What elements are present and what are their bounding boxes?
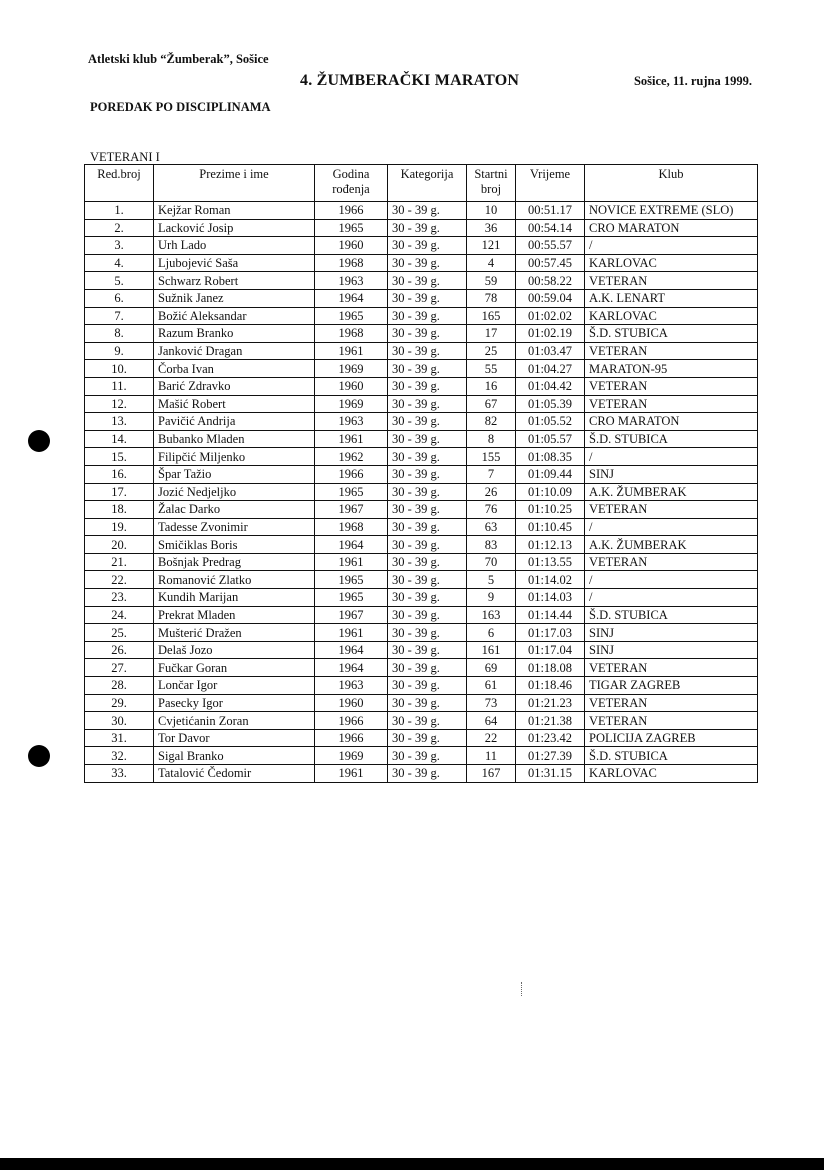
cell-year: 1965 (315, 307, 388, 325)
cell-time: 01:08.35 (516, 448, 585, 466)
cell-category: 30 - 39 g. (388, 641, 467, 659)
cell-category: 30 - 39 g. (388, 307, 467, 325)
column-header-bib: Startni broj (467, 165, 516, 202)
cell-club: / (585, 571, 758, 589)
cell-name: Delaš Jozo (154, 641, 315, 659)
cell-club: A.K. ŽUMBERAK (585, 536, 758, 554)
cell-bib: 10 (467, 202, 516, 220)
cell-club: CRO MARATON (585, 413, 758, 431)
cell-category: 30 - 39 g. (388, 677, 467, 695)
cell-name: Filipčić Miljenko (154, 448, 315, 466)
cell-year: 1967 (315, 501, 388, 519)
cell-club: VETERAN (585, 342, 758, 360)
table-row (85, 729, 758, 747)
column-header-club: Klub (585, 165, 758, 202)
cell-bib: 63 (467, 518, 516, 536)
cell-club: / (585, 518, 758, 536)
cell-time: 01:09.44 (516, 465, 585, 483)
cell-year: 1962 (315, 448, 388, 466)
cell-name: Pavičić Andrija (154, 413, 315, 431)
cell-category: 30 - 39 g. (388, 289, 467, 307)
table-row (85, 553, 758, 571)
table-row (85, 325, 758, 343)
cell-bib: 36 (467, 219, 516, 237)
cell-bib: 61 (467, 677, 516, 695)
table-row (85, 518, 758, 536)
cell-bib: 5 (467, 571, 516, 589)
cell-rank: 17. (85, 483, 154, 501)
results-table (84, 164, 758, 783)
cell-rank: 2. (85, 219, 154, 237)
cell-category: 30 - 39 g. (388, 465, 467, 483)
cell-club: / (585, 589, 758, 607)
cell-year: 1968 (315, 254, 388, 272)
cell-bib: 8 (467, 430, 516, 448)
cell-time: 01:05.52 (516, 413, 585, 431)
cell-rank: 31. (85, 729, 154, 747)
cell-club: KARLOVAC (585, 254, 758, 272)
cell-time: 01:02.19 (516, 325, 585, 343)
table-row (85, 536, 758, 554)
cell-rank: 23. (85, 589, 154, 607)
cell-category: 30 - 39 g. (388, 430, 467, 448)
cell-time: 01:10.09 (516, 483, 585, 501)
cell-club: SINJ (585, 624, 758, 642)
cell-category: 30 - 39 g. (388, 729, 467, 747)
cell-year: 1964 (315, 641, 388, 659)
cell-time: 01:14.44 (516, 606, 585, 624)
cell-year: 1961 (315, 342, 388, 360)
cell-rank: 25. (85, 624, 154, 642)
cell-category: 30 - 39 g. (388, 219, 467, 237)
cell-name: Janković Dragan (154, 342, 315, 360)
cell-year: 1961 (315, 765, 388, 783)
cell-category: 30 - 39 g. (388, 536, 467, 554)
cell-club: Š.D. STUBICA (585, 606, 758, 624)
cell-category: 30 - 39 g. (388, 237, 467, 255)
cell-rank: 15. (85, 448, 154, 466)
cell-year: 1964 (315, 659, 388, 677)
cell-time: 01:14.02 (516, 571, 585, 589)
cell-name: Božić Aleksandar (154, 307, 315, 325)
cell-club: VETERAN (585, 272, 758, 290)
cell-club: POLICIJA ZAGREB (585, 729, 758, 747)
cell-club: NOVICE EXTREME (SLO) (585, 202, 758, 220)
cell-name: Sigal Branko (154, 747, 315, 765)
cell-time: 00:59.04 (516, 289, 585, 307)
cell-rank: 3. (85, 237, 154, 255)
cell-rank: 14. (85, 430, 154, 448)
table-row (85, 360, 758, 378)
cell-time: 01:27.39 (516, 747, 585, 765)
cell-time: 01:21.38 (516, 712, 585, 730)
cell-year: 1969 (315, 747, 388, 765)
cell-year: 1960 (315, 377, 388, 395)
cell-year: 1961 (315, 553, 388, 571)
cell-time: 01:04.42 (516, 377, 585, 395)
cell-year: 1960 (315, 694, 388, 712)
cell-club: Š.D. STUBICA (585, 430, 758, 448)
cell-bib: 121 (467, 237, 516, 255)
table-row (85, 694, 758, 712)
cell-year: 1966 (315, 465, 388, 483)
cell-name: Ljubojević Saša (154, 254, 315, 272)
cell-rank: 22. (85, 571, 154, 589)
cell-rank: 27. (85, 659, 154, 677)
cell-time: 01:23.42 (516, 729, 585, 747)
scan-edge-bar (0, 1158, 824, 1170)
cell-category: 30 - 39 g. (388, 483, 467, 501)
cell-name: Urh Lado (154, 237, 315, 255)
cell-time: 01:17.03 (516, 624, 585, 642)
cell-bib: 165 (467, 307, 516, 325)
cell-name: Kundih Marijan (154, 589, 315, 607)
cell-name: Špar Tažio (154, 465, 315, 483)
cell-rank: 13. (85, 413, 154, 431)
cell-bib: 163 (467, 606, 516, 624)
cell-rank: 30. (85, 712, 154, 730)
table-row (85, 501, 758, 519)
table-row (85, 413, 758, 431)
cell-club: MARATON-95 (585, 360, 758, 378)
cell-name: Romanović Zlatko (154, 571, 315, 589)
cell-time: 01:13.55 (516, 553, 585, 571)
cell-category: 30 - 39 g. (388, 272, 467, 290)
table-row (85, 307, 758, 325)
cell-bib: 59 (467, 272, 516, 290)
cell-time: 01:10.45 (516, 518, 585, 536)
cell-category: 30 - 39 g. (388, 765, 467, 783)
cell-year: 1961 (315, 624, 388, 642)
table-row (85, 448, 758, 466)
cell-rank: 29. (85, 694, 154, 712)
table-row (85, 254, 758, 272)
cell-name: Fučkar Goran (154, 659, 315, 677)
cell-category: 30 - 39 g. (388, 325, 467, 343)
cell-name: Tadesse Zvonimir (154, 518, 315, 536)
column-header-name: Prezime i ime (154, 165, 315, 202)
section-label: VETERANI I (90, 150, 160, 164)
cell-rank: 6. (85, 289, 154, 307)
cell-time: 01:18.46 (516, 677, 585, 695)
cell-year: 1961 (315, 430, 388, 448)
event-title: 4. ŽUMBERAČKI MARATON (300, 72, 520, 89)
cell-time: 01:17.04 (516, 641, 585, 659)
cell-bib: 83 (467, 536, 516, 554)
cell-bib: 69 (467, 659, 516, 677)
cell-year: 1966 (315, 202, 388, 220)
table-row (85, 395, 758, 413)
cell-bib: 161 (467, 641, 516, 659)
cell-year: 1965 (315, 589, 388, 607)
cell-year: 1969 (315, 395, 388, 413)
cell-category: 30 - 39 g. (388, 589, 467, 607)
table-row (85, 677, 758, 695)
cell-name: Žalac Darko (154, 501, 315, 519)
cell-rank: 33. (85, 765, 154, 783)
cell-name: Mašić Robert (154, 395, 315, 413)
cell-bib: 9 (467, 589, 516, 607)
cell-time: 01:21.23 (516, 694, 585, 712)
cell-category: 30 - 39 g. (388, 413, 467, 431)
cell-bib: 4 (467, 254, 516, 272)
place-date: Sošice, 11. rujna 1999. (633, 74, 752, 88)
cell-club: VETERAN (585, 712, 758, 730)
cell-category: 30 - 39 g. (388, 606, 467, 624)
cell-rank: 7. (85, 307, 154, 325)
cell-rank: 21. (85, 553, 154, 571)
table-header-row (85, 165, 758, 202)
cell-club: VETERAN (585, 659, 758, 677)
punch-hole-mark (28, 430, 50, 452)
cell-time: 00:58.22 (516, 272, 585, 290)
cell-time: 01:14.03 (516, 589, 585, 607)
column-header-time: Vrijeme (516, 165, 585, 202)
cell-time: 01:02.02 (516, 307, 585, 325)
cell-category: 30 - 39 g. (388, 202, 467, 220)
club-title: Atletski klub “Žumberak”, Sošice (88, 52, 269, 66)
cell-year: 1964 (315, 289, 388, 307)
cell-name: Razum Branko (154, 325, 315, 343)
cell-name: Barić Zdravko (154, 377, 315, 395)
cell-category: 30 - 39 g. (388, 360, 467, 378)
cell-year: 1965 (315, 571, 388, 589)
cell-rank: 28. (85, 677, 154, 695)
cell-time: 01:05.39 (516, 395, 585, 413)
table-row (85, 641, 758, 659)
cell-club: VETERAN (585, 395, 758, 413)
cell-category: 30 - 39 g. (388, 712, 467, 730)
table-row (85, 571, 758, 589)
cell-category: 30 - 39 g. (388, 448, 467, 466)
cell-time: 00:54.14 (516, 219, 585, 237)
cell-name: Schwarz Robert (154, 272, 315, 290)
table-row (85, 606, 758, 624)
cell-category: 30 - 39 g. (388, 518, 467, 536)
cell-bib: 64 (467, 712, 516, 730)
cell-name: Prekrat Mladen (154, 606, 315, 624)
cell-name: Lončar Igor (154, 677, 315, 695)
cell-club: KARLOVAC (585, 307, 758, 325)
cell-club: / (585, 237, 758, 255)
table-row (85, 289, 758, 307)
table-row (85, 430, 758, 448)
cell-club: VETERAN (585, 553, 758, 571)
cell-club: VETERAN (585, 694, 758, 712)
table-row (85, 465, 758, 483)
cell-club: KARLOVAC (585, 765, 758, 783)
cell-name: Sužnik Janez (154, 289, 315, 307)
cell-bib: 7 (467, 465, 516, 483)
cell-category: 30 - 39 g. (388, 747, 467, 765)
table-row (85, 483, 758, 501)
cell-bib: 82 (467, 413, 516, 431)
cell-year: 1967 (315, 606, 388, 624)
cell-bib: 55 (467, 360, 516, 378)
cell-time: 01:12.13 (516, 536, 585, 554)
cell-bib: 73 (467, 694, 516, 712)
cell-category: 30 - 39 g. (388, 571, 467, 589)
cell-rank: 20. (85, 536, 154, 554)
cell-name: Smičiklas Boris (154, 536, 315, 554)
cell-category: 30 - 39 g. (388, 501, 467, 519)
punch-hole-mark (28, 745, 50, 767)
cell-club: A.K. ŽUMBERAK (585, 483, 758, 501)
cell-year: 1966 (315, 729, 388, 747)
cell-name: Jozić Nedjeljko (154, 483, 315, 501)
column-header-category: Kategorija (388, 165, 467, 202)
cell-category: 30 - 39 g. (388, 553, 467, 571)
cell-year: 1963 (315, 272, 388, 290)
cell-club: TIGAR ZAGREB (585, 677, 758, 695)
cell-name: Cvjetićanin Zoran (154, 712, 315, 730)
cell-bib: 155 (467, 448, 516, 466)
cell-name: Pasecky Igor (154, 694, 315, 712)
cell-bib: 67 (467, 395, 516, 413)
cell-club: A.K. LENART (585, 289, 758, 307)
table-row (85, 219, 758, 237)
table-row (85, 272, 758, 290)
table-row (85, 202, 758, 220)
table-row (85, 624, 758, 642)
cell-bib: 26 (467, 483, 516, 501)
cell-rank: 11. (85, 377, 154, 395)
cell-name: Mušterić Dražen (154, 624, 315, 642)
cell-rank: 4. (85, 254, 154, 272)
cell-time: 01:03.47 (516, 342, 585, 360)
table-row (85, 747, 758, 765)
cell-rank: 5. (85, 272, 154, 290)
cell-rank: 32. (85, 747, 154, 765)
document-subtitle: POREDAK PO DISCIPLINAMA (90, 100, 271, 114)
cell-name: Tatalović Čedomir (154, 765, 315, 783)
cell-bib: 78 (467, 289, 516, 307)
cell-time: 01:10.25 (516, 501, 585, 519)
cell-name: Čorba Ivan (154, 360, 315, 378)
cell-time: 00:51.17 (516, 202, 585, 220)
cell-bib: 11 (467, 747, 516, 765)
cell-name: Bubanko Mladen (154, 430, 315, 448)
cell-year: 1968 (315, 325, 388, 343)
cell-category: 30 - 39 g. (388, 624, 467, 642)
cell-year: 1963 (315, 677, 388, 695)
cell-category: 30 - 39 g. (388, 395, 467, 413)
cell-bib: 25 (467, 342, 516, 360)
cell-bib: 70 (467, 553, 516, 571)
cell-bib: 17 (467, 325, 516, 343)
cell-name: Kejžar Roman (154, 202, 315, 220)
cell-rank: 10. (85, 360, 154, 378)
cell-year: 1960 (315, 237, 388, 255)
table-row (85, 712, 758, 730)
cell-club: Š.D. STUBICA (585, 747, 758, 765)
cell-year: 1965 (315, 219, 388, 237)
cell-rank: 1. (85, 202, 154, 220)
cell-time: 00:55.57 (516, 237, 585, 255)
table-row (85, 765, 758, 783)
cell-club: VETERAN (585, 377, 758, 395)
cell-rank: 26. (85, 641, 154, 659)
table-row (85, 342, 758, 360)
cell-bib: 16 (467, 377, 516, 395)
cell-name: Bošnjak Predrag (154, 553, 315, 571)
cell-bib: 22 (467, 729, 516, 747)
cell-year: 1963 (315, 413, 388, 431)
cell-time: 00:57.45 (516, 254, 585, 272)
cell-name: Tor Davor (154, 729, 315, 747)
cell-time: 01:05.57 (516, 430, 585, 448)
cell-rank: 18. (85, 501, 154, 519)
cell-bib: 6 (467, 624, 516, 642)
cell-category: 30 - 39 g. (388, 694, 467, 712)
cell-year: 1966 (315, 712, 388, 730)
cell-rank: 16. (85, 465, 154, 483)
cell-rank: 8. (85, 325, 154, 343)
cell-club: VETERAN (585, 501, 758, 519)
table-row (85, 589, 758, 607)
cell-club: Š.D. STUBICA (585, 325, 758, 343)
column-header-rank: Red.broj (85, 165, 154, 202)
cell-rank: 24. (85, 606, 154, 624)
cell-name: Lacković Josip (154, 219, 315, 237)
cell-club: / (585, 448, 758, 466)
cell-year: 1965 (315, 483, 388, 501)
cell-rank: 12. (85, 395, 154, 413)
cell-club: SINJ (585, 465, 758, 483)
column-header-year: Godina rođenja (315, 165, 388, 202)
cell-time: 01:04.27 (516, 360, 585, 378)
cell-category: 30 - 39 g. (388, 377, 467, 395)
cell-club: CRO MARATON (585, 219, 758, 237)
cell-bib: 76 (467, 501, 516, 519)
cell-category: 30 - 39 g. (388, 659, 467, 677)
cell-club: SINJ (585, 641, 758, 659)
table-row (85, 377, 758, 395)
results-body (85, 202, 758, 783)
table-row (85, 659, 758, 677)
cell-time: 01:31.15 (516, 765, 585, 783)
cell-time: 01:18.08 (516, 659, 585, 677)
cell-rank: 9. (85, 342, 154, 360)
cell-year: 1964 (315, 536, 388, 554)
table-row (85, 237, 758, 255)
cell-year: 1969 (315, 360, 388, 378)
cell-bib: 167 (467, 765, 516, 783)
cell-year: 1968 (315, 518, 388, 536)
cell-rank: 19. (85, 518, 154, 536)
cell-category: 30 - 39 g. (388, 342, 467, 360)
scan-speck (521, 982, 524, 996)
cell-category: 30 - 39 g. (388, 254, 467, 272)
